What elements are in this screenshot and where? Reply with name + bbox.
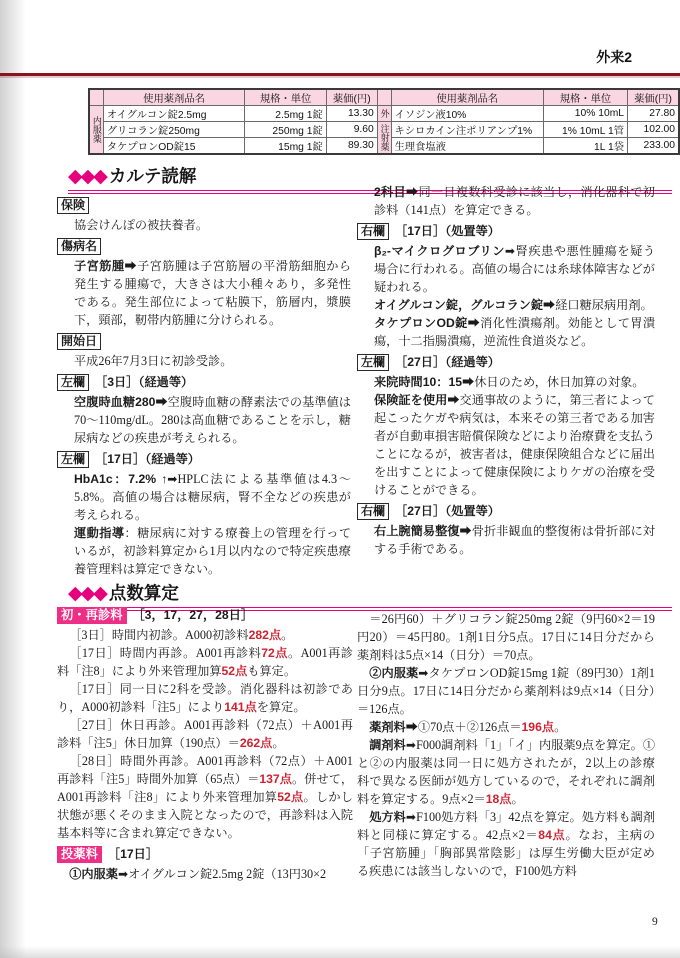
paragraph <box>374 522 655 558</box>
karte-left-column <box>57 196 351 581</box>
text-run: ＝26円60）＋グリコラン錠250mg 2錠（9円60×2＝19円20）＝45円80。1剤1日分5点。17日に14日分だから薬剤料は5点×14（日分）＝70点。 <box>357 612 655 662</box>
text-run: ➡消化性潰瘍剤。効能として胃潰瘍，十二指腸潰瘍，逆流性食道炎など。 <box>374 316 656 348</box>
paragraphs <box>374 522 655 558</box>
term-bold: 2科目 <box>374 185 406 199</box>
text-run: 。 <box>511 792 524 806</box>
paragraph <box>374 242 655 296</box>
text-run: 。なお，主病の「子宮筋腫」「胸部異常陰影」は厚生労働大臣が定める疾患には該当しないので，F100処方料 <box>357 828 656 878</box>
term-bold: 右上腕簡易整復 <box>374 524 460 538</box>
entry-head <box>57 450 351 469</box>
text-run: ［3日］時間内初診。A000初診料 <box>69 628 249 642</box>
entry-head <box>357 502 655 521</box>
column-header: 薬価(円) <box>326 89 377 106</box>
paragraphs <box>74 216 351 234</box>
entry-head <box>57 373 351 392</box>
entry-suffix: ［17日］ <box>107 847 159 861</box>
drug-spec-cell: 250mg 1錠 <box>245 122 326 138</box>
box-label: 左欄 <box>57 451 89 468</box>
paragraphs <box>357 610 655 880</box>
term-bold: タケプロンOD錠 <box>374 316 468 330</box>
points-value: 52点 <box>221 664 248 678</box>
paragraph <box>57 626 353 644</box>
drug-name-cell: キシロカイン注ポリアンプ1% <box>391 122 543 138</box>
box-label: 左欄 <box>57 374 89 391</box>
column-header: 薬価(円) <box>628 89 680 106</box>
column-header: 規格・単位 <box>543 89 627 106</box>
group-label: 外 <box>377 106 391 122</box>
entry-suffix: ［27日］（処置等） <box>395 504 500 518</box>
text-run: ➡空腹時血糖の酵素法での基準値は70〜110mg/dL。280は高血糖であることを示し，糖尿病などの疾患が考えられる。 <box>74 395 351 445</box>
drug-spec-cell: 1L 1袋 <box>543 138 627 155</box>
karte-right-column <box>357 183 655 561</box>
entry <box>357 183 655 219</box>
paragraph <box>357 664 655 718</box>
points-value: 282点 <box>248 628 282 642</box>
entry <box>57 845 353 883</box>
term-bold: 処方料 <box>369 810 406 824</box>
text-run: 協会けんぽの被扶養者。 <box>74 218 209 232</box>
drug-name-cell: 生理食塩液 <box>391 138 543 155</box>
entry <box>357 610 655 880</box>
group-label: 内服薬 <box>89 106 103 155</box>
text-run: ［28日］時間外再診。A001再診料（72点）＋A001再診料「注5」時間外加算（65点）＝ <box>57 754 353 786</box>
text-run: ➡タケプロンOD錠15mg 1錠（89円30）1剤1日分9点。17日に14日分だから薬剤料は9点×14（日分）＝126点。 <box>357 666 655 716</box>
entry <box>57 332 351 370</box>
tensu-left-column <box>57 606 353 886</box>
paragraphs <box>374 373 655 499</box>
entry-suffix: ［17日］（処置等） <box>395 224 500 238</box>
section-title-karte: カルテ読解 <box>108 166 197 186</box>
paragraph <box>357 808 655 880</box>
drug-price-cell: 102.00 <box>628 122 680 138</box>
term-bold: 来院時間10：15 <box>374 375 463 389</box>
points-value: 18点 <box>485 792 512 806</box>
term-bold: 運動指導 <box>74 526 125 540</box>
diamonds-icon: ◆◆◆ <box>68 165 106 187</box>
drug-price-cell: 9.60 <box>326 122 377 138</box>
entry-head <box>57 237 351 256</box>
box-label: 傷病名 <box>57 238 101 255</box>
text-run: ［17日］同一日に2科を受診。消化器科は初診であり，A000初診料「注5」により <box>57 682 353 714</box>
box-label: 右欄 <box>357 503 389 520</box>
page-corner-label: 外来2 <box>596 49 632 65</box>
group-label: 注射薬 <box>377 122 391 155</box>
drug-name-cell: オイグルコン錠2.5mg <box>103 106 245 122</box>
entry <box>357 353 655 499</box>
paragraph <box>57 680 353 716</box>
column-header: 使用薬剤品名 <box>103 89 245 106</box>
paragraph <box>74 352 351 370</box>
entry <box>357 502 655 558</box>
text-run: 平成26年7月3日に初診受診。 <box>74 354 233 368</box>
drug-spec-cell: 2.5mg 1錠 <box>245 106 326 122</box>
term-bold: 保険証を使用 <box>374 393 448 407</box>
points-value: 262点 <box>239 736 273 750</box>
text-run: ➡交通事故のように，第三者によって起こったケガや病気は，本来その第三者である加害者が自動車損害賠償保険などにより治療費を支払うことになるが，被害者は，健康保険組合などに届出を出すことによって健康保険によりケガの治療を受けることができる。 <box>374 393 655 497</box>
drug-price-cell: 89.30 <box>326 138 377 155</box>
entry-suffix: ［17日］（経過等） <box>95 452 200 466</box>
box-label: 左欄 <box>357 354 389 371</box>
text-run: ［17日］時間内再診。A001再診料 <box>69 646 262 660</box>
entry-suffix: ［3，17，27，28日］ <box>132 608 254 622</box>
header-rule <box>0 73 680 76</box>
scan-shadow-left <box>0 0 26 958</box>
paragraphs <box>74 257 351 329</box>
drug-spec-cell: 15mg 1錠 <box>245 138 326 155</box>
term-bold: 空腹時血糖280 <box>74 395 156 409</box>
table-row <box>89 106 679 122</box>
paragraph <box>374 314 655 350</box>
drug-price-cell: 233.00 <box>628 138 680 155</box>
term-bold: 薬剤料 <box>369 720 406 734</box>
text-run: ➡オイグルコン錠2.5mg 2錠（13円30×2 <box>117 867 327 881</box>
entry-suffix: ［3日］（経過等） <box>95 375 194 389</box>
page-number: 9 <box>652 916 658 928</box>
column-header: 使用薬剤品名 <box>391 89 543 106</box>
text-run: ➡F100処方料「3」42点を算定。処方料も調剤料と同様に算定する。42点×2＝ <box>357 810 656 842</box>
points-value: 84点 <box>538 828 566 842</box>
column-header: 規格・単位 <box>245 89 326 106</box>
paragraph <box>57 865 353 883</box>
paragraph <box>374 391 655 499</box>
term-bold: ①内服薬 <box>69 867 118 881</box>
paragraph <box>74 257 351 329</box>
drug-name-cell: グリコラン錠250mg <box>103 122 245 138</box>
paragraph <box>374 296 655 314</box>
group-label-header <box>89 89 103 106</box>
paragraphs <box>74 352 351 370</box>
points-value: 141点 <box>224 700 257 714</box>
entry <box>57 373 351 447</box>
entry <box>57 450 351 578</box>
paragraph <box>57 716 353 752</box>
paragraph <box>357 610 655 664</box>
text-run: も算定。 <box>247 664 297 678</box>
drug-price-table <box>88 88 680 155</box>
box-label: 右欄 <box>357 223 389 240</box>
paragraph <box>357 736 655 808</box>
points-value: 137点 <box>259 772 293 786</box>
text-run: ➡休日のため，休日加算の対象。 <box>462 375 645 389</box>
entry-head <box>57 196 351 215</box>
paragraph <box>357 718 655 736</box>
entry-head <box>357 353 655 372</box>
table-row <box>89 122 679 138</box>
drug-spec-cell: 10% 10mL <box>543 106 627 122</box>
points-value: 52点 <box>277 790 304 804</box>
text-run: ➡骨折非観血的整復術は骨折部に対する手術である。 <box>374 524 655 556</box>
text-run: 。A001再診料「注8」により外来管理加算 <box>57 646 353 678</box>
drug-price-cell: 27.80 <box>628 106 680 122</box>
text-run: ➡同一日複数科受診に該当し，消化器科で初診料（141点）を算定できる。 <box>374 185 655 217</box>
paragraphs <box>74 393 351 447</box>
points-value: 72点 <box>261 646 288 660</box>
text-run: を算定。 <box>256 700 306 714</box>
paragraphs <box>57 626 353 842</box>
group-label-header <box>377 89 391 106</box>
paragraph <box>374 373 655 391</box>
table-header-row <box>89 89 679 106</box>
text-run: 。 <box>272 736 285 750</box>
term-bold: オイグルコン錠，グルコラン錠 <box>374 298 544 312</box>
text-run: ➡経口糖尿病用剤。 <box>543 298 653 312</box>
term-bold: 調剤料 <box>369 738 406 752</box>
category-badge: 投薬料 <box>57 846 102 863</box>
entry <box>57 237 351 329</box>
entry <box>57 606 353 842</box>
paragraphs <box>57 865 353 883</box>
text-run: 。併せて，A001再診料「注8」により外来管理加算 <box>57 772 354 804</box>
term-bold: 子宮筋腫 <box>74 259 125 273</box>
points-value: 196点 <box>521 720 555 734</box>
term-bold: HbA1c：7.2% ↑ <box>74 472 168 486</box>
drug-name-cell: イソジン液10% <box>391 106 543 122</box>
paragraph <box>374 183 655 219</box>
entry-head <box>57 845 353 864</box>
box-label: 保険 <box>57 197 89 214</box>
section-title-tensu: 点数算定 <box>108 583 179 603</box>
text-run: 。 <box>281 628 294 642</box>
category-badge: 初・再診料 <box>57 607 127 624</box>
drug-price-cell: 13.30 <box>326 106 377 122</box>
paragraph <box>57 644 353 680</box>
paragraph <box>74 524 351 578</box>
text-run: 。 <box>554 720 567 734</box>
text-run: 。しかし状態が悪くそのまま入院となったので，再診料は入院基本料等に含まれ算定できない。 <box>57 790 353 840</box>
tensu-right-column <box>357 610 655 883</box>
paragraph <box>74 470 351 524</box>
entry-head <box>57 606 353 625</box>
diamonds-icon: ◆◆◆ <box>68 582 106 604</box>
drug-name-cell: タケプロンOD錠15 <box>103 138 245 155</box>
paragraphs <box>374 242 655 350</box>
term-bold: β₂-マイクログロブリン <box>374 244 505 258</box>
text-run: ［27日］休日再診。A001再診料（72点）＋A001再診料「注5」休日加算（190点）＝ <box>57 718 353 750</box>
entry-head <box>357 222 655 241</box>
text-run: ➡F000調剤料「1」「イ」内服薬9点を算定。①と②の内服薬は同一日に処方されたが，2以上の診療科で異なる医師が処方しているので，それぞれに調剤料を算定する。9点×2＝ <box>357 738 656 806</box>
paragraph <box>74 216 351 234</box>
scan-shadow-bottom <box>0 946 680 958</box>
drug-spec-cell: 1% 10mL 1管 <box>543 122 627 138</box>
paragraphs <box>374 183 655 219</box>
text-run: ➡腎疾患や悪性腫瘍を疑う場合に行われる。高値の場合には糸球体障害などが疑われる。 <box>374 244 656 294</box>
paragraphs <box>74 470 351 578</box>
entry <box>57 196 351 234</box>
entry-head <box>57 332 351 351</box>
paragraph <box>74 393 351 447</box>
text-run: ➡①70点＋②126点＝ <box>405 720 522 734</box>
box-label: 開始日 <box>57 333 101 350</box>
paragraph <box>57 752 353 842</box>
text-run: ➡子宮筋腫は子宮筋層の平滑筋細胞から発生する腫瘍で，大きさは大小種々あり，多発性である。発生部位によって粘膜下，筋層内，漿膜下，頸部，靭帯内筋腫に分けられる。 <box>74 259 352 327</box>
entry <box>357 222 655 350</box>
term-bold: ②内服薬 <box>369 666 419 680</box>
text-run: ：糖尿病に対する療養上の管理を行っているが，初診料算定から1月以内なので特定疾患療養管理料は算定できない。 <box>74 526 352 576</box>
text-run: ➡HPLC法による基準値は4.3〜5.8%。高値の場合は糖尿病，腎不全などの疾患が考えられる。 <box>74 472 351 522</box>
entry-suffix: ［27日］（経過等） <box>395 355 500 369</box>
